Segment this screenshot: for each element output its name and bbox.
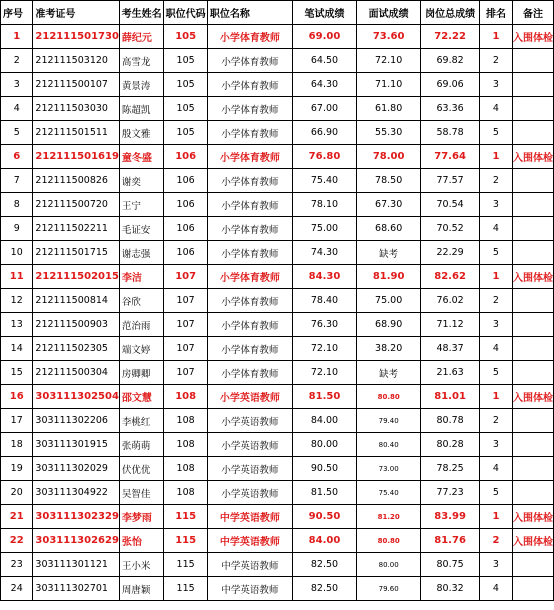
- cell-written-score: 84.00: [292, 409, 356, 433]
- cell-position-code: 106: [164, 193, 208, 217]
- cell-position-code: 107: [164, 337, 208, 361]
- cell-seq: 8: [1, 193, 33, 217]
- table-row: [1, 49, 554, 73]
- cell-total-score: 80.75: [421, 553, 480, 577]
- cell-position-code: 108: [164, 385, 208, 409]
- cell-written-score: 90.50: [292, 505, 356, 529]
- cell-note: [512, 577, 553, 601]
- cell-position-code: 108: [164, 457, 208, 481]
- cell-written-score: 74.30: [292, 241, 356, 265]
- cell-total-score: 71.12: [421, 313, 480, 337]
- cell-total-score: 80.32: [421, 577, 480, 601]
- cell-total-score: 70.52: [421, 217, 480, 241]
- cell-name: 谢志强: [119, 241, 163, 265]
- cell-exam-id: 212111500903: [33, 313, 120, 337]
- cell-written-score: 64.50: [292, 49, 356, 73]
- cell-rank: 5: [479, 241, 512, 265]
- cell-rank: 4: [479, 97, 512, 121]
- cell-exam-id: 303111302029: [33, 457, 120, 481]
- cell-interview-score: 72.10: [357, 49, 421, 73]
- cell-exam-id: 303111302206: [33, 409, 120, 433]
- cell-note: [512, 409, 553, 433]
- cell-exam-id: 212111500814: [33, 289, 120, 313]
- cell-note: [512, 49, 553, 73]
- cell-position-name: 小学英语教师: [207, 409, 292, 433]
- cell-name: 谷欣: [119, 289, 163, 313]
- cell-total-score: 81.01: [421, 385, 480, 409]
- cell-rank: 3: [479, 553, 512, 577]
- cell-exam-id: 303111302504: [33, 385, 120, 409]
- cell-position-code: 107: [164, 313, 208, 337]
- cell-written-score: 66.90: [292, 121, 356, 145]
- cell-written-score: 64.30: [292, 73, 356, 97]
- cell-interview-score: 75.40: [357, 481, 421, 505]
- cell-note: 入围体检: [512, 25, 553, 49]
- header-position-code: 职位代码: [164, 1, 208, 25]
- cell-position-name: 小学体育教师: [207, 217, 292, 241]
- cell-seq: 6: [1, 145, 33, 169]
- cell-name: 王宁: [119, 193, 163, 217]
- cell-position-code: 105: [164, 97, 208, 121]
- cell-seq: 18: [1, 433, 33, 457]
- cell-seq: 12: [1, 289, 33, 313]
- cell-rank: 4: [479, 217, 512, 241]
- cell-position-code: 105: [164, 25, 208, 49]
- header-note: 备注: [512, 1, 553, 25]
- cell-seq: 5: [1, 121, 33, 145]
- cell-rank: 5: [479, 481, 512, 505]
- cell-written-score: 78.40: [292, 289, 356, 313]
- cell-exam-id: 303111301915: [33, 433, 120, 457]
- cell-position-name: 小学体育教师: [207, 265, 292, 289]
- cell-exam-id: 303111302629: [33, 529, 120, 553]
- cell-rank: 4: [479, 337, 512, 361]
- cell-position-name: 中学英语教师: [207, 553, 292, 577]
- cell-seq: 4: [1, 97, 33, 121]
- table-row: [1, 241, 554, 265]
- header-rank: 排名: [479, 1, 512, 25]
- header-interview-score: 面试成绩: [357, 1, 421, 25]
- table-row: [1, 145, 554, 169]
- cell-written-score: 90.50: [292, 457, 356, 481]
- cell-name: 黄景涛: [119, 73, 163, 97]
- cell-exam-id: 212111501715: [33, 241, 120, 265]
- header-total-score: 岗位总成绩: [421, 1, 480, 25]
- cell-note: [512, 481, 553, 505]
- cell-position-name: 小学英语教师: [207, 433, 292, 457]
- cell-note: 入围体检: [512, 385, 553, 409]
- cell-name: 张怡: [119, 529, 163, 553]
- cell-note: 入围体检: [512, 529, 553, 553]
- cell-name: 毛证安: [119, 217, 163, 241]
- cell-note: [512, 337, 553, 361]
- cell-interview-score: 71.10: [357, 73, 421, 97]
- table-row: [1, 529, 554, 553]
- cell-total-score: 21.63: [421, 361, 480, 385]
- cell-name: 端文婷: [119, 337, 163, 361]
- cell-total-score: 81.76: [421, 529, 480, 553]
- cell-written-score: 81.50: [292, 385, 356, 409]
- table-row: [1, 361, 554, 385]
- cell-total-score: 82.62: [421, 265, 480, 289]
- cell-written-score: 84.30: [292, 265, 356, 289]
- cell-written-score: 75.40: [292, 169, 356, 193]
- cell-rank: 3: [479, 433, 512, 457]
- cell-rank: 2: [479, 49, 512, 73]
- cell-position-name: 小学体育教师: [207, 169, 292, 193]
- cell-total-score: 58.78: [421, 121, 480, 145]
- cell-seq: 22: [1, 529, 33, 553]
- cell-written-score: 82.50: [292, 553, 356, 577]
- cell-interview-score: 67.30: [357, 193, 421, 217]
- table-row: [1, 433, 554, 457]
- cell-name: 李洁: [119, 265, 163, 289]
- cell-written-score: 72.10: [292, 361, 356, 385]
- cell-rank: 2: [479, 169, 512, 193]
- table-row: [1, 193, 554, 217]
- cell-total-score: 80.28: [421, 433, 480, 457]
- cell-interview-score: 79.40: [357, 409, 421, 433]
- cell-name: 吴智佳: [119, 481, 163, 505]
- cell-exam-id: 212111501511: [33, 121, 120, 145]
- table-row: [1, 337, 554, 361]
- header-written-score: 笔试成绩: [292, 1, 356, 25]
- cell-total-score: 77.57: [421, 169, 480, 193]
- cell-name: 李梦雨: [119, 505, 163, 529]
- table-row: [1, 289, 554, 313]
- cell-name: 谢奕: [119, 169, 163, 193]
- cell-position-code: 105: [164, 73, 208, 97]
- cell-position-name: 小学英语教师: [207, 457, 292, 481]
- cell-rank: 3: [479, 313, 512, 337]
- header-seq: 序号: [1, 1, 33, 25]
- cell-seq: 20: [1, 481, 33, 505]
- cell-rank: 4: [479, 457, 512, 481]
- cell-rank: 2: [479, 289, 512, 313]
- cell-position-name: 小学体育教师: [207, 97, 292, 121]
- cell-position-code: 115: [164, 553, 208, 577]
- cell-interview-score: 78.00: [357, 145, 421, 169]
- cell-rank: 5: [479, 361, 512, 385]
- cell-note: 入围体检: [512, 145, 553, 169]
- cell-position-name: 小学体育教师: [207, 145, 292, 169]
- cell-written-score: 72.10: [292, 337, 356, 361]
- cell-position-code: 115: [164, 529, 208, 553]
- cell-note: [512, 121, 553, 145]
- cell-position-name: 小学体育教师: [207, 289, 292, 313]
- cell-name: 周唐颖: [119, 577, 163, 601]
- cell-exam-id: 303111304922: [33, 481, 120, 505]
- cell-exam-id: 212111500107: [33, 73, 120, 97]
- cell-position-name: 小学体育教师: [207, 25, 292, 49]
- cell-exam-id: 303111302329: [33, 505, 120, 529]
- cell-name: 邵文慧: [119, 385, 163, 409]
- cell-position-name: 小学英语教师: [207, 385, 292, 409]
- cell-note: [512, 289, 553, 313]
- cell-exam-id: 212111502211: [33, 217, 120, 241]
- cell-note: [512, 169, 553, 193]
- cell-total-score: 76.02: [421, 289, 480, 313]
- cell-name: 殷文雅: [119, 121, 163, 145]
- cell-position-code: 106: [164, 169, 208, 193]
- cell-name: 王小米: [119, 553, 163, 577]
- cell-seq: 13: [1, 313, 33, 337]
- cell-interview-score: 80.00: [357, 553, 421, 577]
- cell-total-score: 22.29: [421, 241, 480, 265]
- cell-position-code: 106: [164, 217, 208, 241]
- cell-total-score: 83.99: [421, 505, 480, 529]
- cell-interview-score: 79.60: [357, 577, 421, 601]
- table-row: [1, 481, 554, 505]
- cell-exam-id: 212111500720: [33, 193, 120, 217]
- cell-note: [512, 553, 553, 577]
- cell-seq: 3: [1, 73, 33, 97]
- cell-seq: 2: [1, 49, 33, 73]
- cell-interview-score: 38.20: [357, 337, 421, 361]
- cell-position-code: 108: [164, 409, 208, 433]
- cell-interview-score: 75.00: [357, 289, 421, 313]
- cell-exam-id: 212111503030: [33, 97, 120, 121]
- cell-position-name: 小学体育教师: [207, 337, 292, 361]
- cell-position-code: 107: [164, 289, 208, 313]
- cell-interview-score: 73.60: [357, 25, 421, 49]
- cell-interview-score: 缺考: [357, 361, 421, 385]
- cell-interview-score: 80.40: [357, 433, 421, 457]
- table-row: [1, 385, 554, 409]
- cell-note: [512, 313, 553, 337]
- cell-written-score: 67.00: [292, 97, 356, 121]
- cell-total-score: 77.23: [421, 481, 480, 505]
- cell-written-score: 84.00: [292, 529, 356, 553]
- cell-name: 高雪龙: [119, 49, 163, 73]
- cell-name: 陈超凯: [119, 97, 163, 121]
- cell-position-code: 105: [164, 49, 208, 73]
- cell-rank: 3: [479, 193, 512, 217]
- cell-position-code: 106: [164, 241, 208, 265]
- cell-rank: 4: [479, 577, 512, 601]
- cell-name: 童冬盛: [119, 145, 163, 169]
- cell-position-name: 中学英语教师: [207, 505, 292, 529]
- cell-total-score: 63.36: [421, 97, 480, 121]
- cell-interview-score: 68.60: [357, 217, 421, 241]
- cell-rank: 2: [479, 409, 512, 433]
- cell-total-score: 70.54: [421, 193, 480, 217]
- cell-position-name: 小学体育教师: [207, 73, 292, 97]
- table-row: [1, 265, 554, 289]
- cell-seq: 9: [1, 217, 33, 241]
- cell-total-score: 69.06: [421, 73, 480, 97]
- cell-written-score: 76.80: [292, 145, 356, 169]
- cell-interview-score: 73.00: [357, 457, 421, 481]
- cell-seq: 19: [1, 457, 33, 481]
- cell-position-code: 105: [164, 121, 208, 145]
- cell-total-score: 48.37: [421, 337, 480, 361]
- cell-seq: 1: [1, 25, 33, 49]
- cell-name: 房卿卿: [119, 361, 163, 385]
- cell-exam-id: 212111501730: [33, 25, 120, 49]
- cell-position-code: 108: [164, 481, 208, 505]
- cell-rank: 2: [479, 529, 512, 553]
- table-row: [1, 25, 554, 49]
- cell-interview-score: 61.80: [357, 97, 421, 121]
- cell-seq: 7: [1, 169, 33, 193]
- cell-seq: 24: [1, 577, 33, 601]
- cell-position-code: 107: [164, 265, 208, 289]
- cell-note: [512, 361, 553, 385]
- cell-name: 张萌萌: [119, 433, 163, 457]
- cell-rank: 1: [479, 265, 512, 289]
- table-row: [1, 505, 554, 529]
- cell-rank: 3: [479, 73, 512, 97]
- cell-total-score: 80.78: [421, 409, 480, 433]
- cell-written-score: 78.10: [292, 193, 356, 217]
- cell-interview-score: 80.80: [357, 529, 421, 553]
- cell-position-name: 小学体育教师: [207, 49, 292, 73]
- cell-written-score: 81.50: [292, 481, 356, 505]
- cell-rank: 1: [479, 505, 512, 529]
- cell-seq: 11: [1, 265, 33, 289]
- cell-note: 入围体检: [512, 265, 553, 289]
- cell-seq: 15: [1, 361, 33, 385]
- cell-seq: 21: [1, 505, 33, 529]
- table-row: [1, 409, 554, 433]
- header-position-name: 职位名称: [207, 1, 292, 25]
- table-row: [1, 577, 554, 601]
- cell-position-name: 小学体育教师: [207, 193, 292, 217]
- cell-note: [512, 193, 553, 217]
- cell-position-name: 中学英语教师: [207, 529, 292, 553]
- table-row: [1, 169, 554, 193]
- cell-seq: 17: [1, 409, 33, 433]
- cell-note: [512, 97, 553, 121]
- table-row: [1, 313, 554, 337]
- cell-rank: 1: [479, 25, 512, 49]
- cell-position-name: 小学体育教师: [207, 361, 292, 385]
- cell-exam-id: 212111500826: [33, 169, 120, 193]
- cell-seq: 14: [1, 337, 33, 361]
- cell-position-name: 中学英语教师: [207, 577, 292, 601]
- cell-exam-id: 212111502305: [33, 337, 120, 361]
- cell-name: 李桃红: [119, 409, 163, 433]
- cell-position-name: 小学体育教师: [207, 313, 292, 337]
- cell-position-name: 小学体育教师: [207, 121, 292, 145]
- cell-note: [512, 217, 553, 241]
- cell-interview-score: 80.80: [357, 385, 421, 409]
- header-name: 考生姓名: [119, 1, 163, 25]
- cell-seq: 23: [1, 553, 33, 577]
- cell-total-score: 72.22: [421, 25, 480, 49]
- cell-rank: 5: [479, 121, 512, 145]
- cell-interview-score: 81.20: [357, 505, 421, 529]
- cell-note: [512, 73, 553, 97]
- cell-name: 伏优优: [119, 457, 163, 481]
- table-row: [1, 121, 554, 145]
- cell-written-score: 76.30: [292, 313, 356, 337]
- cell-position-code: 106: [164, 145, 208, 169]
- header-row: [1, 1, 554, 25]
- header-exam-id: 准考证号: [33, 1, 120, 25]
- cell-exam-id: 212111500304: [33, 361, 120, 385]
- table-row: [1, 553, 554, 577]
- cell-name: 范治雨: [119, 313, 163, 337]
- cell-exam-id: 303111302701: [33, 577, 120, 601]
- cell-seq: 10: [1, 241, 33, 265]
- cell-position-name: 小学体育教师: [207, 241, 292, 265]
- cell-written-score: 69.00: [292, 25, 356, 49]
- table-row: [1, 217, 554, 241]
- cell-rank: 1: [479, 145, 512, 169]
- cell-written-score: 80.00: [292, 433, 356, 457]
- cell-exam-id: 212111501619: [33, 145, 120, 169]
- table-row: [1, 73, 554, 97]
- table-row: [1, 97, 554, 121]
- cell-name: 薛纪元: [119, 25, 163, 49]
- cell-position-name: 小学英语教师: [207, 481, 292, 505]
- cell-position-code: 108: [164, 433, 208, 457]
- cell-written-score: 75.00: [292, 217, 356, 241]
- cell-exam-id: 212111503120: [33, 49, 120, 73]
- cell-position-code: 115: [164, 577, 208, 601]
- cell-total-score: 78.25: [421, 457, 480, 481]
- cell-total-score: 77.64: [421, 145, 480, 169]
- cell-interview-score: 78.50: [357, 169, 421, 193]
- cell-interview-score: 55.30: [357, 121, 421, 145]
- cell-exam-id: 212111502015: [33, 265, 120, 289]
- cell-note: [512, 457, 553, 481]
- cell-interview-score: 81.90: [357, 265, 421, 289]
- cell-written-score: 82.50: [292, 577, 356, 601]
- cell-total-score: 69.82: [421, 49, 480, 73]
- cell-interview-score: 缺考: [357, 241, 421, 265]
- table-row: [1, 457, 554, 481]
- cell-position-code: 107: [164, 361, 208, 385]
- cell-seq: 16: [1, 385, 33, 409]
- cell-note: 入围体检: [512, 505, 553, 529]
- cell-interview-score: 68.90: [357, 313, 421, 337]
- cell-note: [512, 433, 553, 457]
- cell-note: [512, 241, 553, 265]
- cell-rank: 1: [479, 385, 512, 409]
- cell-position-code: 115: [164, 505, 208, 529]
- cell-exam-id: 303111301121: [33, 553, 120, 577]
